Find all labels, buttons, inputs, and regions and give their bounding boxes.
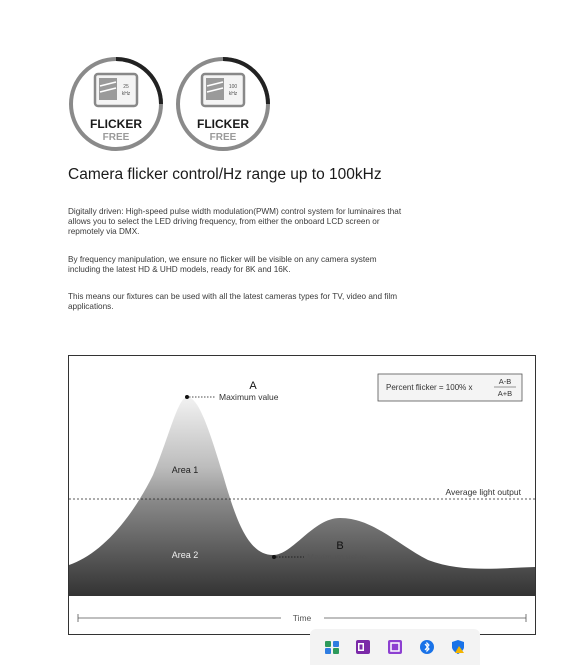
flicker-free-badge-100khz	[175, 56, 271, 152]
flicker-free-badge-25khz	[68, 56, 164, 152]
badge-word-free: FREE	[102, 132, 130, 143]
badge-word-flicker: FLICKER	[90, 117, 142, 131]
badge-freq-value: 100	[228, 84, 238, 90]
max-a-label: Maximum value	[219, 392, 279, 402]
formula-numerator: A-B	[498, 377, 512, 386]
formula-denominator: A+B	[497, 389, 513, 398]
area-2-label: Area 2	[171, 550, 199, 560]
badge-word-free: FREE	[209, 132, 237, 143]
badge-freq-unit: kHz	[228, 91, 238, 97]
taskbar	[310, 629, 480, 665]
label-b: B	[336, 540, 344, 552]
label-a: A	[249, 380, 257, 392]
badge-freq-value: 25	[123, 84, 129, 90]
onenote-icon[interactable]	[354, 638, 372, 656]
bluetooth-icon[interactable]	[418, 638, 436, 656]
formula-label: Percent flicker = 100% x	[386, 383, 473, 392]
security-icon[interactable]	[449, 638, 467, 656]
paragraph-fixtures: This means our fixtures can be used with all the latest cameras types for TV, video and film applications.	[68, 292, 398, 311]
flicker-diagram	[68, 355, 536, 635]
area-1-label: Area 1	[171, 465, 199, 475]
badge-word-flicker: FLICKER	[197, 117, 249, 131]
paragraph-pwm: Digitally driven: High-speed pulse width modulation(PWM) control system for luminaires that allows you to select the LED driving frequency, from either the onboard LCD screen or repmotely via DMX.	[68, 207, 402, 236]
badge-freq-unit: kHz	[121, 91, 131, 97]
widgets-icon[interactable]	[323, 638, 341, 656]
paragraph-frequency: By frequency manipulation, we ensure no flicker will be visible on any camera system including the latest HD & UHD models, ready for 8K and 16K.	[68, 255, 377, 274]
average-label: Average light output	[445, 487, 521, 497]
page-title: Camera flicker control/Hz range up to 100kHz	[68, 166, 382, 183]
max-b-label: Maximum value	[307, 552, 367, 562]
app-icon[interactable]	[386, 638, 404, 656]
time-label: Time	[292, 613, 312, 623]
